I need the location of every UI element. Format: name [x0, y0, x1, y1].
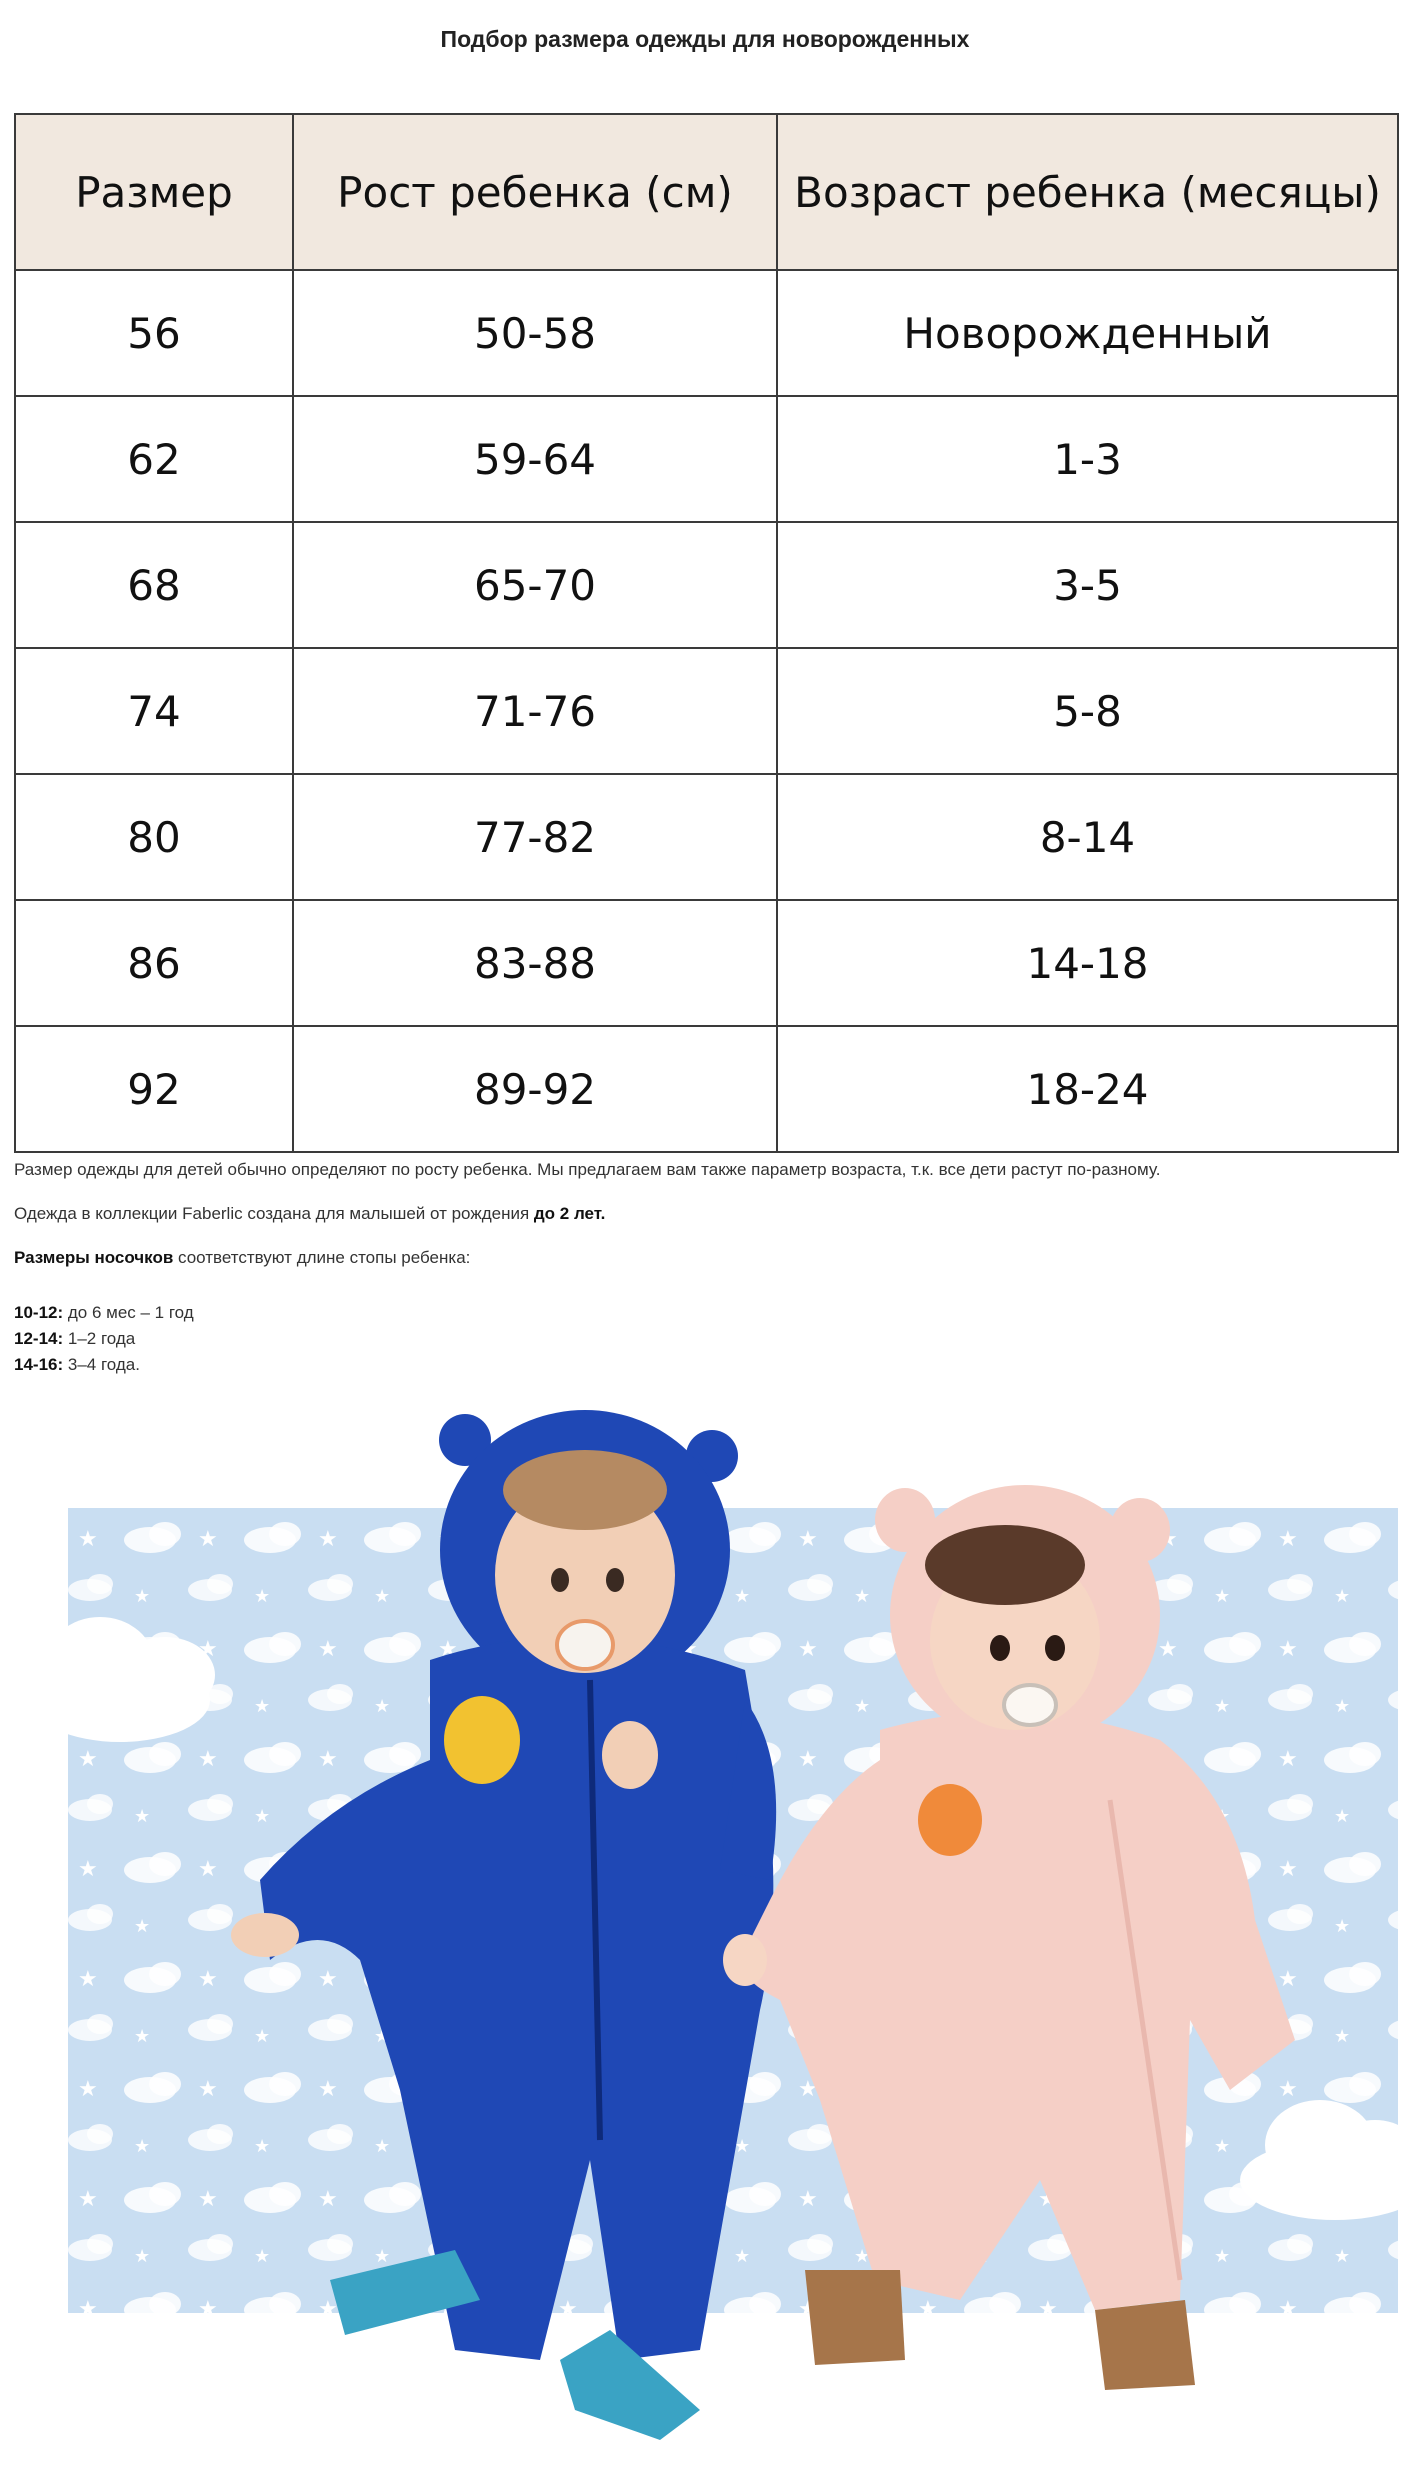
cell-age: 8-14 — [777, 774, 1398, 900]
table-row — [15, 648, 1398, 774]
pink-boot-left — [805, 2270, 905, 2365]
cell-age: 14-18 — [777, 900, 1398, 1026]
pacifier-blue-icon — [557, 1621, 613, 1669]
table-row — [15, 522, 1398, 648]
size-table — [14, 113, 1399, 1153]
cell-size: 62 — [15, 396, 293, 522]
sock-age: 1–2 года — [63, 1329, 136, 1348]
cell-size: 68 — [15, 522, 293, 648]
sock-age: 3–4 года. — [63, 1355, 140, 1374]
note-collection-info — [14, 1204, 605, 1224]
cell-age: 5-8 — [777, 648, 1398, 774]
cell-size: 92 — [15, 1026, 293, 1152]
cell-height: 89-92 — [293, 1026, 777, 1152]
cell-age: 1-3 — [777, 396, 1398, 522]
list-item — [14, 1352, 194, 1378]
list-item — [14, 1326, 194, 1352]
note-sizing-info: Размер одежды для детей обычно определяют по росту ребенка. Мы предлагаем вам также параметр возраста, т.к. все дети растут по-разному. — [14, 1160, 1161, 1179]
cell-height: 50-58 — [293, 270, 777, 396]
cell-size: 86 — [15, 900, 293, 1026]
cell-height: 77-82 — [293, 774, 777, 900]
table-row — [15, 270, 1398, 396]
table-row — [15, 396, 1398, 522]
table-row — [15, 774, 1398, 900]
list-item — [14, 1300, 194, 1326]
note-collection-text: Одежда в коллекции Faberlic создана для малышей от рождения — [14, 1204, 534, 1223]
header-age: Возраст ребенка (месяцы) — [777, 114, 1398, 270]
babies-photo — [0, 1400, 1410, 2476]
cell-size: 80 — [15, 774, 293, 900]
header-size: Размер — [15, 114, 293, 270]
cell-height: 83-88 — [293, 900, 777, 1026]
table-row — [15, 1026, 1398, 1152]
cell-height: 65-70 — [293, 522, 777, 648]
pacifier-pink-icon — [1004, 1685, 1056, 1725]
note-collection-age: до 2 лет. — [533, 1204, 606, 1223]
cell-size: 56 — [15, 270, 293, 396]
note-socks-title: Размеры носочков — [14, 1248, 174, 1267]
pink-boot-right — [1095, 2300, 1195, 2390]
cell-age: 18-24 — [777, 1026, 1398, 1152]
header-height: Рост ребенка (см) — [293, 114, 777, 270]
sock-size: 12-14: — [14, 1329, 64, 1348]
sock-size: 10-12: — [14, 1303, 64, 1322]
blue-suit-badge-icon — [444, 1696, 520, 1784]
pink-suit-badge-icon — [918, 1784, 982, 1856]
cell-age: 3-5 — [777, 522, 1398, 648]
sock-size: 14-16: — [14, 1355, 64, 1374]
cell-height: 59-64 — [293, 396, 777, 522]
cell-size: 74 — [15, 648, 293, 774]
page-title: Подбор размера одежды для новорожденных — [440, 26, 970, 52]
table-row — [15, 900, 1398, 1026]
cell-age: Новорожденный — [777, 270, 1398, 396]
note-socks-intro — [14, 1248, 470, 1268]
cell-height: 71-76 — [293, 648, 777, 774]
table-header-row — [15, 114, 1398, 270]
sock-age: до 6 мес – 1 год — [63, 1303, 194, 1322]
socks-size-list — [14, 1300, 194, 1378]
note-socks-text: соответствуют длине стопы ребенка: — [173, 1248, 471, 1267]
